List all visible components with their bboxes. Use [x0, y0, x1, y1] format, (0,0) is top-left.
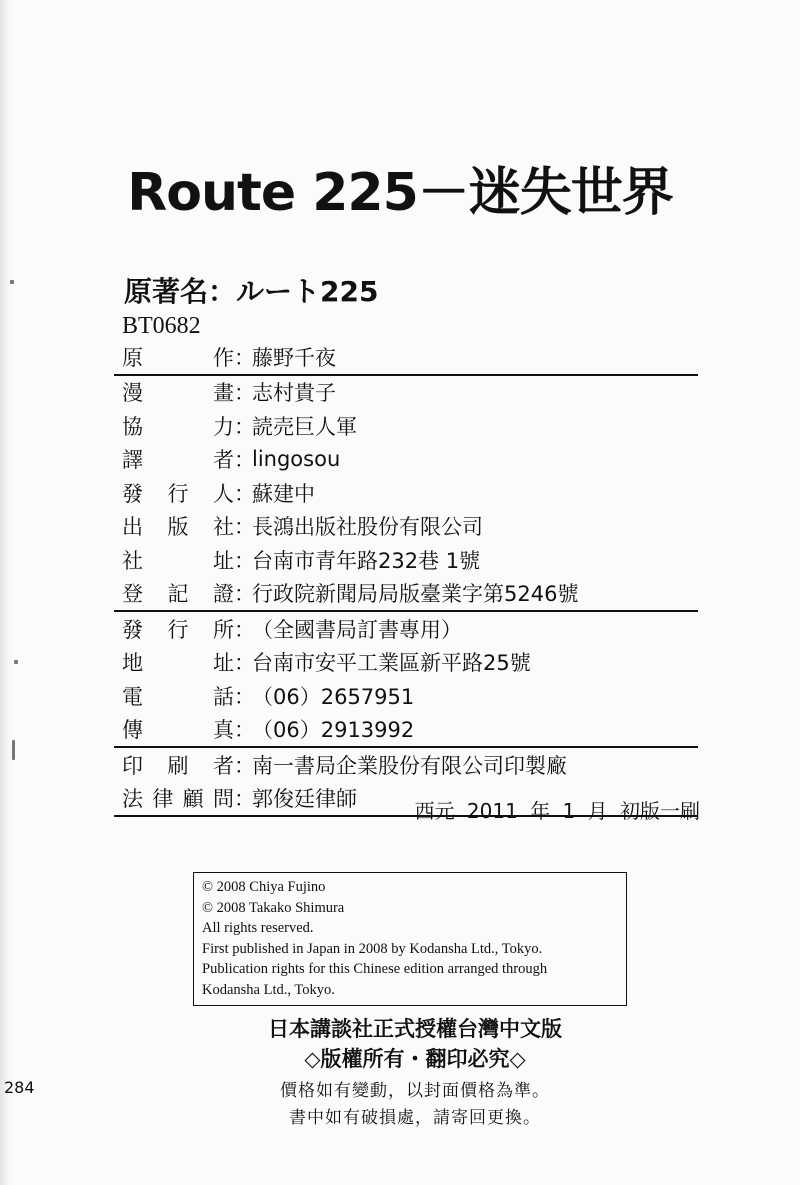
colophon-label [114, 714, 234, 744]
colophon-row [114, 443, 698, 477]
colophon-label-char: 電 [122, 684, 143, 709]
colophon-value: 蘇建中 [252, 481, 315, 506]
colophon-label-char: 版 [167, 515, 189, 540]
colophon-label-char: 傳 [122, 718, 143, 743]
colophon-row [114, 713, 698, 749]
colophon-label-char: 社 [122, 548, 143, 573]
colophon-value: （06）2657951 [252, 684, 415, 709]
colophon-label-char: 證 [213, 582, 234, 607]
colophon-value: 長鴻出版社股份有限公司 [252, 515, 483, 540]
scan-speck [14, 660, 18, 664]
rights-line: ◇版權所有・翻印必究◇ [304, 1047, 526, 1071]
colophon-label-char: 行 [167, 481, 189, 506]
colophon-row [114, 646, 698, 680]
colophon-row [114, 376, 698, 410]
colophon-value: 郭俊廷律師 [252, 787, 357, 812]
colophon-label-char: 力 [213, 414, 234, 439]
colophon-label [114, 783, 234, 813]
colophon-label-char: 所 [213, 617, 234, 642]
colophon-colon: ： [234, 448, 255, 473]
colophon-list [114, 340, 698, 817]
colophon-colon: ： [234, 345, 255, 370]
colophon-label-char: 者 [213, 753, 234, 778]
colophon-label [114, 511, 234, 541]
colophon-label [114, 377, 234, 407]
colophon-label-char: 顧 [182, 787, 204, 812]
copyright-line: Publication rights for this Chinese edition arranged through [202, 961, 548, 977]
colophon-label-char: 記 [167, 582, 189, 607]
colophon-row [114, 340, 698, 376]
colophon-label [114, 614, 234, 644]
colophon-label-char: 畫 [213, 381, 234, 406]
colophon-colon: ： [234, 548, 255, 573]
colophon-label-char: 問 [212, 787, 234, 812]
colophon-label-char: 律 [152, 787, 174, 812]
colophon-colon: ： [234, 617, 255, 642]
damage-note: 書中如有破損處，請寄回更換。 [289, 1108, 541, 1128]
colophon-colon: ： [234, 481, 255, 506]
colophon-value: lingosou [252, 447, 341, 472]
colophon-colon: ： [234, 582, 255, 607]
colophon-value: 藤野千夜 [252, 345, 336, 370]
copyright-box [193, 872, 627, 1006]
colophon-row [114, 409, 698, 443]
colophon-label [114, 411, 234, 441]
colophon-label [114, 478, 234, 508]
colophon-label-char: 漫 [122, 381, 143, 406]
colophon-label-char: 發 [122, 481, 143, 506]
colophon-colon: ： [234, 381, 255, 406]
colophon-value: 行政院新聞局局版臺業字第5246號 [252, 582, 579, 607]
colophon-row [114, 543, 698, 577]
colophon-label-char: 址 [213, 651, 234, 676]
colophon-value: 南一書局企業股份有限公司印製廠 [252, 753, 567, 778]
colophon-value: 志村貴子 [252, 381, 336, 406]
colophon-label [114, 545, 234, 575]
colophon-label-char: 法 [122, 787, 143, 812]
colophon-label-char: 址 [213, 548, 234, 573]
colophon-label-char: 真 [213, 718, 234, 743]
colophon-label-char: 刷 [167, 753, 189, 778]
colophon-label-char: 協 [122, 414, 143, 439]
colophon-label-char: 行 [167, 617, 189, 642]
colophon-colon: ： [234, 414, 255, 439]
colophon-label [114, 750, 234, 780]
colophon-label-char: 人 [213, 481, 234, 506]
license-line: 日本講談社正式授權台灣中文版 [268, 1017, 562, 1041]
colophon-label-char: 作 [213, 345, 234, 370]
copyright-line: © 2008 Takako Shimura [202, 899, 345, 916]
colophon-row [114, 510, 698, 544]
colophon-label [114, 444, 234, 474]
colophon-row [114, 612, 698, 646]
colophon-value: （全國書局訂書專用） [252, 617, 462, 642]
colophon-colon: ： [234, 787, 255, 812]
copyright-line: First published in Japan in 2008 by Kodansha Ltd., Tokyo. [202, 940, 543, 957]
colophon-colon: ： [234, 753, 255, 778]
colophon-label-char: 話 [213, 684, 234, 709]
colophon-value: 台南市安平工業區新平路25號 [252, 651, 531, 676]
colophon-value: （06）2913992 [252, 718, 415, 743]
scan-speck [12, 740, 15, 760]
colophon-label-char: 社 [213, 515, 234, 540]
price-note: 價格如有變動，以封面價格為準。 [280, 1081, 550, 1101]
colophon-label [114, 342, 234, 372]
original-title: 原著名：ルート225 [124, 275, 379, 308]
colophon-row [114, 476, 698, 510]
colophon-label-char: 地 [122, 651, 143, 676]
book-code: BT0682 [122, 313, 201, 339]
colophon-row [114, 679, 698, 713]
colophon-label-char: 譯 [122, 448, 143, 473]
colophon-label-char: 者 [213, 448, 234, 473]
copyright-line: © 2008 Chiya Fujino [202, 879, 326, 895]
copyright-line: Kodansha Ltd., Tokyo. [202, 981, 335, 998]
colophon-row [114, 577, 698, 613]
colophon-value: 台南市青年路232巷 1號 [252, 548, 481, 573]
colophon-label-char: 印 [122, 753, 143, 778]
colophon-label-char: 發 [122, 617, 143, 642]
page-number: 284 [4, 1078, 35, 1097]
colophon-label [114, 578, 234, 608]
colophon-colon: ： [234, 515, 255, 540]
edition-line: 西元 2011 年 1 月 初版一刷 [414, 799, 700, 823]
colophon-label-char: 出 [122, 515, 143, 540]
colophon-row [114, 748, 698, 782]
colophon-label [114, 647, 234, 677]
book-title: Route 225－迷失世界 [127, 163, 673, 223]
colophon-colon: ： [234, 651, 255, 676]
colophon-label [114, 681, 234, 711]
colophon-label-char: 原 [122, 345, 143, 370]
copyright-line: All rights reserved. [202, 920, 314, 936]
scan-speck [10, 280, 14, 284]
colophon-colon: ： [234, 718, 255, 743]
colophon-colon: ： [234, 684, 255, 709]
colophon-label-char: 登 [122, 582, 143, 607]
colophon-value: 読売巨人軍 [252, 414, 357, 439]
